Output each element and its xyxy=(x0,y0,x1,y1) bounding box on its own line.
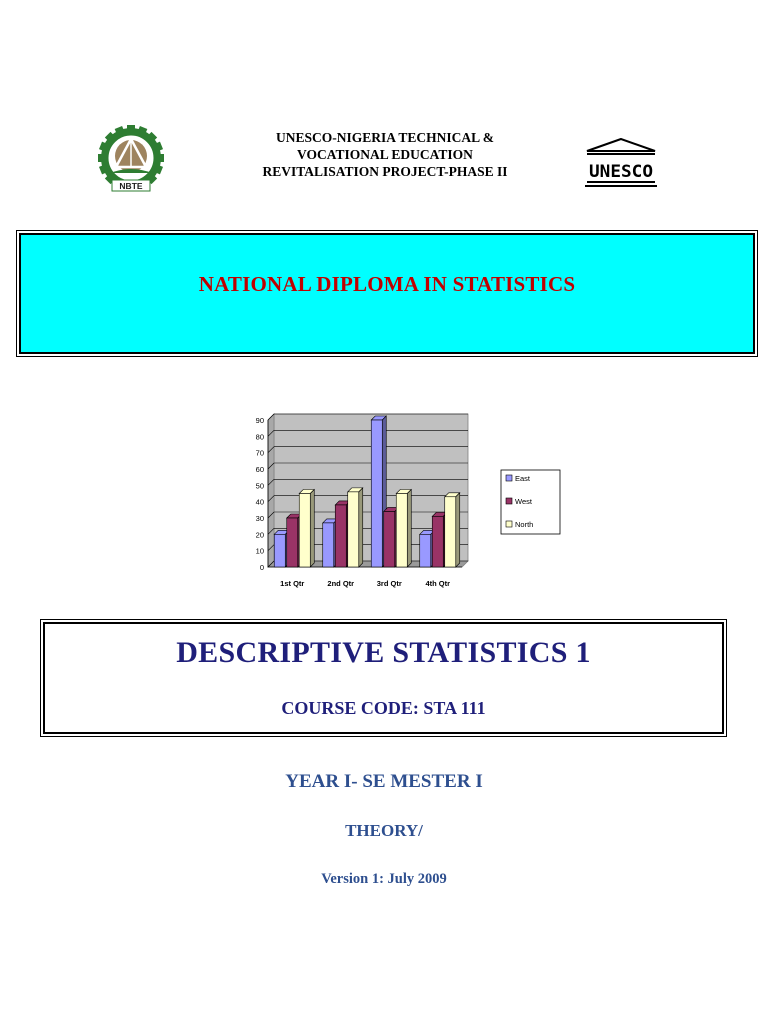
y-tick-label: 30 xyxy=(255,514,264,523)
legend-label-east: East xyxy=(515,474,531,483)
bar-east xyxy=(371,420,382,567)
version-label: Version 1: July 2009 xyxy=(321,871,447,887)
header-line-2: VOCATIONAL EDUCATION xyxy=(297,147,473,162)
diploma-title: NATIONAL DIPLOMA IN STATISTICS xyxy=(198,272,576,296)
theory-label: THEORY/ xyxy=(345,821,423,840)
x-tick-label: 2nd Qtr xyxy=(327,579,355,588)
bar-west xyxy=(287,518,298,567)
x-tick-label: 1st Qtr xyxy=(280,579,305,588)
diploma-banner xyxy=(19,233,755,354)
header-line-1: UNESCO-NIGERIA TECHNICAL & xyxy=(275,130,495,145)
y-tick-label: 70 xyxy=(255,448,264,458)
bar-north xyxy=(299,494,310,568)
bar-west xyxy=(384,511,395,567)
y-tick-label: 80 xyxy=(255,432,264,442)
bar-east xyxy=(274,534,285,567)
unesco-logo-text: UNESCO xyxy=(589,162,653,182)
legend-swatch-west xyxy=(506,498,512,504)
y-tick-label: 60 xyxy=(255,465,264,474)
bar-side xyxy=(407,490,411,568)
bar-side xyxy=(456,493,460,567)
y-tick-label: 0 xyxy=(259,563,264,572)
bar-west xyxy=(432,516,443,567)
course-title: DESCRIPTIVE STATISTICS 1 xyxy=(176,636,591,669)
year-semester: YEAR I- SE MESTER I xyxy=(285,771,483,792)
y-tick-label: 40 xyxy=(255,497,264,507)
bar-north xyxy=(348,492,359,567)
legend-swatch-north xyxy=(506,521,512,527)
plot-side-wall xyxy=(268,414,274,567)
bar-east xyxy=(420,534,431,567)
bar-north xyxy=(396,494,407,568)
project-header xyxy=(200,129,570,180)
legend-label-west: West xyxy=(515,497,532,506)
course-box xyxy=(43,622,724,734)
y-tick-label: 20 xyxy=(255,530,264,540)
nbte-logo-text: NBTE xyxy=(119,181,143,191)
legend-label-north: North xyxy=(515,520,534,529)
bar-side xyxy=(310,490,314,568)
x-tick-label: 4th Qtr xyxy=(425,579,451,588)
y-tick-label: 10 xyxy=(255,546,264,556)
course-code: COURSE CODE: STA 111 xyxy=(281,698,486,718)
header-line-3: REVITALISATION PROJECT-PHASE II xyxy=(262,164,508,179)
unesco-logo xyxy=(584,138,658,188)
legend-swatch-east xyxy=(506,475,512,481)
bar-north xyxy=(445,497,456,567)
y-tick-label: 50 xyxy=(255,481,264,491)
bar-side xyxy=(359,488,363,567)
x-tick-label: 3rd Qtr xyxy=(376,579,402,588)
y-tick-label: 90 xyxy=(255,416,264,425)
nbte-logo xyxy=(96,125,166,195)
bar-west xyxy=(335,505,346,567)
bar-east xyxy=(323,523,334,567)
bar-chart xyxy=(240,408,570,598)
